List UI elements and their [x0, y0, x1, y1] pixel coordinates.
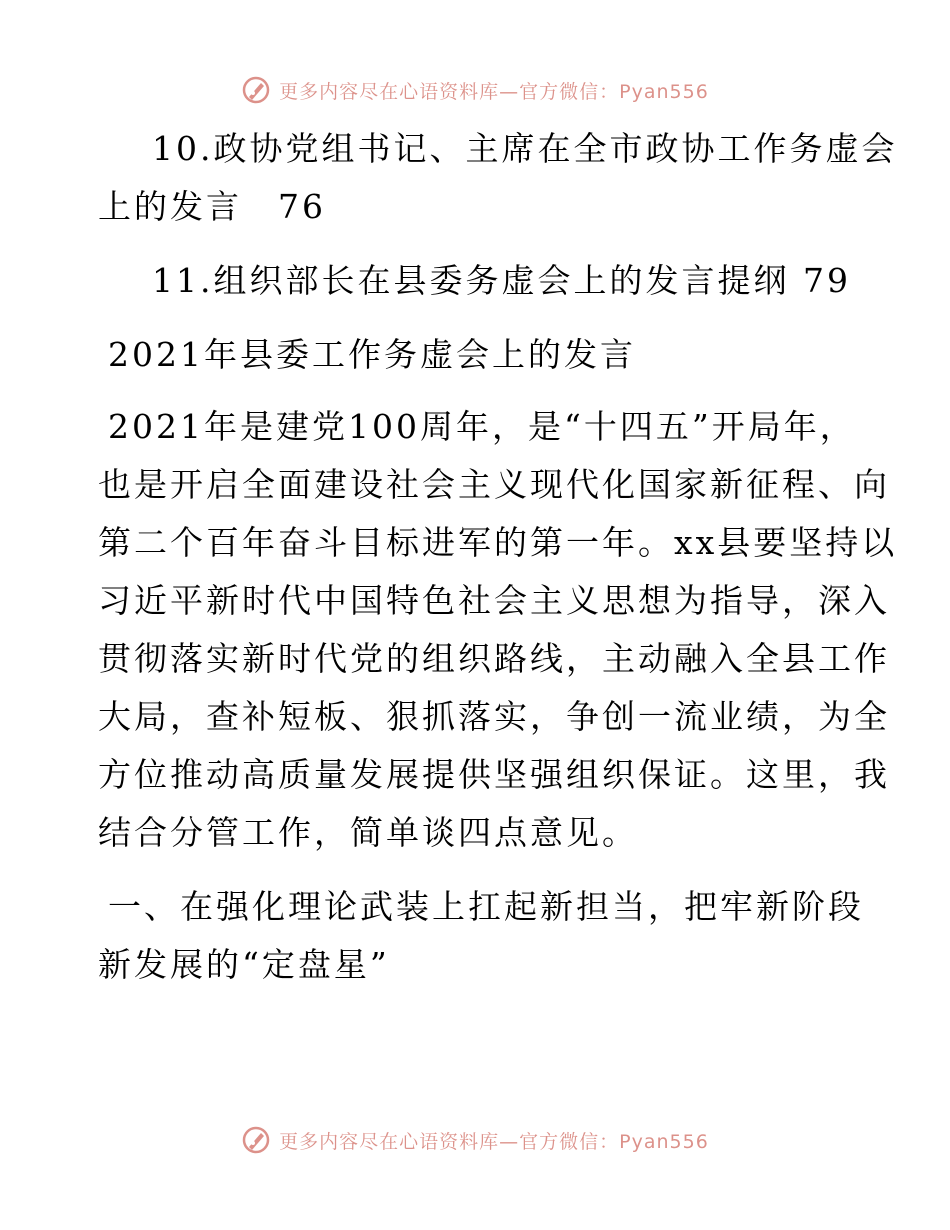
section-heading-1	[98, 878, 864, 994]
intro-line: 结合分管工作，简单谈四点意见。	[98, 813, 638, 852]
watermark-footer	[0, 1122, 950, 1158]
toc-item-10-line1: 10.政协党组书记、主席在全市政协工作务虚会	[152, 129, 898, 168]
section-heading-line: 新发展的“定盘星”	[98, 945, 390, 984]
intro-line: 大局，查补短板、狠抓落实，争创一流业绩，为全	[98, 697, 890, 736]
watermark-text: 更多内容尽在心语资料库—官方微信：Pyan556	[279, 1130, 709, 1153]
intro-line: 2021年是建党100周年，是“十四五”开局年，	[108, 407, 856, 446]
watermark-text: 更多内容尽在心语资料库—官方微信：Pyan556	[279, 80, 709, 103]
section-heading-line: 一、在强化理论武装上扛起新担当，把牢新阶段	[108, 887, 864, 926]
intro-line: 也是开启全面建设社会主义现代化国家新征程、向	[98, 465, 890, 504]
pen-logo-icon	[241, 75, 271, 105]
intro-line: 第二个百年奋斗目标进军的第一年。xx县要坚持以	[98, 523, 898, 562]
intro-line: 习近平新时代中国特色社会主义思想为指导，深入	[98, 581, 890, 620]
watermark-header	[0, 72, 950, 108]
intro-line: 方位推动高质量发展提供坚强组织保证。这里，我	[98, 755, 890, 794]
intro-line: 贯彻落实新时代党的组织路线，主动融入全县工作	[98, 639, 890, 678]
toc-item-11: 11.组织部长在县委务虚会上的发言提纲 79	[152, 261, 851, 300]
document-title: 2021年县委工作务虚会上的发言	[108, 335, 636, 374]
intro-paragraph	[98, 398, 898, 862]
toc-item-10-line2: 上的发言 76	[98, 187, 326, 226]
document-body	[98, 120, 898, 994]
pen-logo-icon	[241, 1125, 271, 1155]
